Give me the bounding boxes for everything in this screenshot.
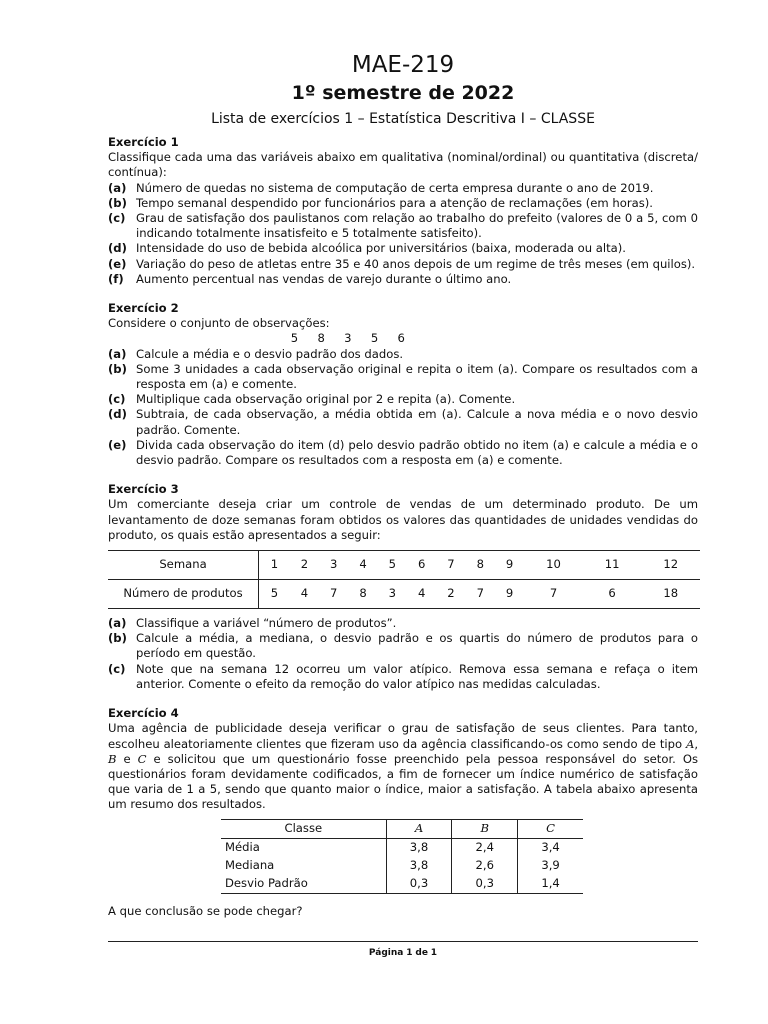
- document-page: [108, 50, 698, 919]
- intro-text: e solicitou que um questionário fosse preenchido pela pessoa responsável do setor. Os questionários foram devidamente codificados, a fim de fornecer um índice numérico de satisfação que varia de 1 a 5, sendo que quanto maior o índice, maior a satisfação. A tabela abaixo apresenta um resumo dos resultados.: [108, 751, 698, 812]
- row-header: Desvio Padrão: [221, 875, 386, 894]
- exercise-3-item: [108, 631, 698, 661]
- table-cell: 3,9: [541, 857, 560, 872]
- exercise-1-intro: Classifique cada uma das variáveis abaixo em qualitativa (nominal/ordinal) ou quantitativa (discreta/ contínua):: [108, 150, 698, 180]
- column-header: B: [452, 819, 518, 838]
- table-cell: 3,4: [541, 839, 560, 854]
- exercise-2-item: [108, 362, 698, 392]
- separator: ,: [694, 736, 698, 751]
- item-label: (a): [108, 346, 127, 361]
- item-label: (a): [108, 180, 127, 195]
- page-footer: [108, 941, 698, 960]
- item-text: Calcule a média, a mediana, o desvio padrão e os quartis do número de produtos para o período em questão.: [136, 631, 698, 661]
- exercise-2-item: [108, 407, 698, 437]
- item-label: (b): [108, 195, 127, 210]
- satisfaction-table: [221, 819, 583, 894]
- table-row: [221, 838, 583, 857]
- table-cell: 8: [359, 586, 367, 601]
- exercise-1-item: [108, 257, 698, 272]
- exercise-3-item: [108, 662, 698, 692]
- item-label: (d): [108, 407, 127, 422]
- exercise-4-intro: [108, 721, 698, 812]
- exercise-1-item: [108, 211, 698, 241]
- page-total: 1: [430, 948, 438, 958]
- exercise-1-item: [108, 196, 698, 211]
- table-cell: 8: [466, 551, 495, 580]
- item-text: Multiplique cada observação original por 2 e repita (a). Comente.: [136, 392, 516, 407]
- sales-table: [108, 550, 700, 609]
- type-c-label: C: [137, 751, 147, 766]
- row-header: Média: [221, 838, 386, 857]
- exercise-3: [108, 482, 698, 692]
- table-cell: 9: [505, 586, 514, 601]
- table-cell: 0,3: [386, 875, 452, 894]
- item-text: Aumento percentual nas vendas de varejo durante o último ano.: [136, 271, 512, 286]
- row-header: Semana: [108, 551, 259, 580]
- observations-list: [108, 331, 698, 346]
- table-cell: 3,8: [386, 838, 452, 857]
- exercise-1-title: Exercício 1: [108, 135, 179, 149]
- exercise-4-question: A que conclusão se pode chegar?: [108, 903, 303, 918]
- exercise-3-item: [108, 616, 698, 631]
- type-a-label: A: [685, 736, 695, 751]
- item-label: (e): [108, 256, 127, 271]
- table-header-row: [221, 819, 583, 838]
- separator: e: [116, 751, 138, 766]
- table-cell: 7: [476, 586, 484, 601]
- item-label: (c): [108, 661, 126, 676]
- table-cell: 6: [608, 586, 616, 601]
- exercise-3-intro: Um comerciante deseja criar um controle de vendas de um determinado produto. De um levantamento de doze semanas foram obtidos os valores das quantidades de unidades vendidas do produto, os quais estão apresentados a seguir:: [108, 497, 698, 542]
- table-row: [108, 551, 700, 580]
- exercise-3-title: Exercício 3: [108, 482, 179, 497]
- table-cell: 12: [641, 551, 700, 580]
- item-text: Intensidade do uso de bebida alcoólica por universitários (baixa, moderada ou alta).: [136, 241, 626, 256]
- observation-value: 6: [397, 331, 405, 346]
- table-cell: 1: [259, 551, 290, 580]
- table-cell: 5: [270, 586, 279, 601]
- table-cell: 18: [663, 586, 679, 601]
- table-cell: 6: [407, 551, 436, 580]
- table-cell: 4: [348, 551, 377, 580]
- list-subtitle: Lista de exercícios 1 – Estatística Descritiva I – CLASSE: [211, 111, 595, 127]
- exercise-1-item: [108, 272, 698, 287]
- table-row: [108, 580, 700, 609]
- table-row: [221, 875, 583, 894]
- item-text: Some 3 unidades a cada observação original e repita o item (a). Compare os resultados com a resposta em (a) e comente.: [136, 361, 698, 392]
- table-cell: 7: [330, 586, 338, 601]
- table-cell: 7: [436, 551, 465, 580]
- item-label: (b): [108, 361, 127, 376]
- item-text: Subtraia, de cada observação, a média obtida em (a). Calcule a nova média e o novo desvio padrão. Comente.: [136, 407, 698, 437]
- table-cell: 7: [549, 586, 558, 601]
- document-header: [108, 50, 698, 129]
- table-cell: 10: [524, 551, 583, 580]
- item-label: (e): [108, 437, 127, 452]
- item-text: Tempo semanal despendido por funcionários para a atenção de reclamações (em horas).: [136, 195, 653, 210]
- column-header: A: [386, 819, 452, 838]
- exercise-1: [108, 135, 698, 287]
- observation-value: 5: [370, 331, 379, 346]
- table-cell: 3: [319, 551, 348, 580]
- exercise-1-item: [108, 181, 698, 196]
- item-label: (a): [108, 616, 127, 631]
- column-header: Classe: [221, 819, 386, 838]
- table-cell: 0,3: [452, 875, 518, 894]
- table-cell: 3,8: [386, 857, 452, 875]
- table-cell: 5: [378, 551, 407, 580]
- item-label: (c): [108, 211, 126, 226]
- row-header: Mediana: [221, 857, 386, 875]
- exercise-4-title: Exercício 4: [108, 706, 179, 721]
- table-cell: 4: [300, 586, 309, 601]
- item-label: (f): [108, 271, 124, 286]
- table-cell: 4: [417, 586, 426, 601]
- page-word: Página: [368, 948, 404, 958]
- item-label: (c): [108, 392, 126, 407]
- table-row: [221, 857, 583, 875]
- item-text: Grau de satisfação dos paulistanos com relação ao trabalho do prefeito (valores de 0 a 5, com 0 indicando totalmente insatisfeito e 5 totalmente satisfeito).: [136, 211, 698, 241]
- row-header: Número de produtos: [108, 580, 259, 609]
- table-cell: 2: [447, 586, 455, 601]
- table-cell: 3: [388, 586, 397, 601]
- exercise-2-item: [108, 392, 698, 407]
- item-text: Divida cada observação do item (d) pelo desvio padrão obtido no item (a) e calcule a média e o desvio padrão. Compare os resultados com a resposta em (a) e comente.: [136, 437, 698, 468]
- exercise-2-intro: Considere o conjunto de observações:: [108, 316, 330, 331]
- table-cell: 2,6: [452, 857, 518, 875]
- type-b-label: B: [108, 751, 117, 766]
- observation-value: 5: [290, 331, 299, 346]
- of-word: de: [415, 948, 428, 958]
- table-cell: 11: [583, 551, 642, 580]
- table-cell: 2: [290, 551, 319, 580]
- intro-text: Uma agência de publicidade deseja verificar o grau de satisfação de seus clientes. Para tanto, escolheu aleatoriamente clientes que fizeram uso da agência classificando-os como sendo de tipo: [108, 721, 698, 751]
- page-number: 1: [406, 948, 413, 958]
- observation-value: 3: [344, 331, 352, 346]
- table-cell: 1,4: [541, 875, 560, 890]
- item-text: Classifique a variável “número de produtos”.: [136, 616, 397, 631]
- observation-value: 8: [317, 331, 325, 346]
- exercise-2-item: [108, 347, 698, 362]
- course-code: MAE-219: [351, 52, 455, 78]
- item-text: Número de quedas no sistema de computação de certa empresa durante o ano de 2019.: [136, 180, 654, 195]
- exercise-2-title: Exercício 2: [108, 301, 179, 316]
- item-text: Note que na semana 12 ocorreu um valor atípico. Remova essa semana e refaça o item anterior. Comente o efeito da remoção do valor atípico nas medidas calculadas.: [136, 661, 698, 691]
- exercise-2: [108, 301, 698, 468]
- table-cell: 9: [495, 551, 524, 580]
- item-text: Calcule a média e o desvio padrão dos dados.: [136, 346, 404, 361]
- item-label: (b): [108, 631, 127, 646]
- table-cell: 2,4: [452, 838, 518, 857]
- column-header: C: [518, 819, 583, 838]
- item-label: (d): [108, 241, 127, 256]
- exercise-1-item: [108, 241, 698, 256]
- exercise-4: [108, 706, 698, 919]
- semester-title: 1º semestre de 2022: [291, 82, 515, 104]
- item-text: Variação do peso de atletas entre 35 e 40 anos depois de um regime de três meses (em quilos).: [136, 256, 696, 271]
- exercise-2-item: [108, 438, 698, 468]
